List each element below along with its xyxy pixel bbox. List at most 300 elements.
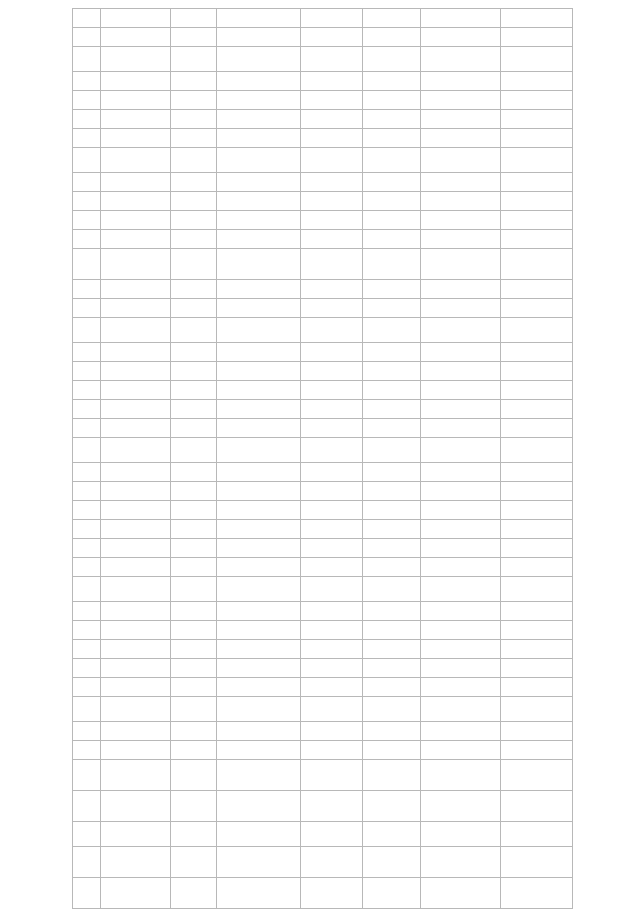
cell-cadastral-number [101,697,171,722]
table-row [73,640,573,659]
cell-permitted-use [301,47,363,72]
cell-quantity [363,129,421,148]
cell-address [171,621,217,640]
cell-value-1 [421,211,501,230]
table-row [73,520,573,539]
cell-quantity [363,299,421,318]
cell-land-category [217,697,301,722]
table-row [73,148,573,173]
cell-permitted-use [301,173,363,192]
table-row [73,192,573,211]
cell-permitted-use [301,419,363,438]
cell-quantity [363,47,421,72]
cell-quantity [363,760,421,791]
cell-cadastral-number [101,318,171,343]
cell-cadastral-number [101,539,171,558]
table-row [73,249,573,280]
cell-row-id [73,577,101,602]
cell-quantity [363,539,421,558]
cell-land-category [217,741,301,760]
cell-cadastral-number [101,249,171,280]
cell-value-2 [501,91,573,110]
cell-permitted-use [301,463,363,482]
cell-value-2 [501,659,573,678]
cell-value-2 [501,640,573,659]
cell-land-category [217,659,301,678]
cell-address [171,760,217,791]
table-row [73,602,573,621]
cell-permitted-use [301,362,363,381]
cell-land-category [217,129,301,148]
cell-address [171,400,217,419]
cell-value-1 [421,659,501,678]
cell-permitted-use [301,343,363,362]
cell-permitted-use [301,148,363,173]
cell-value-2 [501,362,573,381]
cell-address [171,791,217,822]
cell-row-id [73,640,101,659]
cell-cadastral-number [101,129,171,148]
cell-quantity [363,847,421,878]
cell-land-category [217,539,301,558]
cell-row-id [73,148,101,173]
cell-address [171,129,217,148]
cell-row-id [73,381,101,400]
cell-quantity [363,91,421,110]
register-rows [73,9,573,909]
cell-value-1 [421,463,501,482]
cell-value-2 [501,822,573,847]
cell-cadastral-number [101,520,171,539]
cell-value-1 [421,878,501,909]
cell-value-2 [501,621,573,640]
cell-row-id [73,110,101,129]
cell-row-id [73,659,101,678]
cell-permitted-use [301,577,363,602]
cell-land-category [217,501,301,520]
cell-land-category [217,381,301,400]
cell-land-category [217,520,301,539]
cell-quantity [363,110,421,129]
cell-value-1 [421,501,501,520]
cell-address [171,91,217,110]
cell-permitted-use [301,621,363,640]
cell-value-2 [501,741,573,760]
cell-land-category [217,847,301,878]
cell-land-category [217,28,301,47]
cell-value-1 [421,72,501,91]
cell-permitted-use [301,697,363,722]
cell-cadastral-number [101,419,171,438]
cell-quantity [363,192,421,211]
cell-cadastral-number [101,211,171,230]
table-row [73,173,573,192]
cell-value-2 [501,419,573,438]
cell-value-2 [501,539,573,558]
cell-quantity [363,602,421,621]
cell-row-id [73,362,101,381]
cell-address [171,640,217,659]
cell-permitted-use [301,299,363,318]
cell-row-id [73,878,101,909]
cell-address [171,211,217,230]
cell-row-id [73,280,101,299]
cell-quantity [363,520,421,539]
cell-quantity [363,558,421,577]
cell-permitted-use [301,602,363,621]
cell-row-id [73,211,101,230]
cell-row-id [73,822,101,847]
table-row [73,878,573,909]
cell-land-category [217,419,301,438]
cell-quantity [363,438,421,463]
cell-permitted-use [301,211,363,230]
cell-land-category [217,230,301,249]
table-row [73,343,573,362]
cell-address [171,463,217,482]
cell-land-category [217,400,301,419]
cell-address [171,192,217,211]
cell-value-1 [421,722,501,741]
cell-land-category [217,343,301,362]
cell-value-1 [421,791,501,822]
cell-row-id [73,760,101,791]
cell-land-category [217,558,301,577]
cell-land-category [217,822,301,847]
cell-cadastral-number [101,659,171,678]
cell-address [171,577,217,602]
cell-value-2 [501,558,573,577]
cell-quantity [363,577,421,602]
cell-row-id [73,463,101,482]
cell-cadastral-number [101,299,171,318]
table-row [73,539,573,558]
cell-cadastral-number [101,72,171,91]
cell-value-2 [501,173,573,192]
cell-row-id [73,539,101,558]
cell-value-2 [501,760,573,791]
cell-cadastral-number [101,847,171,878]
cell-land-category [217,9,301,28]
cell-value-1 [421,280,501,299]
cell-value-1 [421,558,501,577]
table-row [73,501,573,520]
cell-address [171,249,217,280]
cell-row-id [73,419,101,438]
cell-value-1 [421,602,501,621]
cell-permitted-use [301,438,363,463]
cell-value-1 [421,47,501,72]
cell-row-id [73,438,101,463]
cell-value-1 [421,173,501,192]
cell-quantity [363,280,421,299]
cell-land-category [217,482,301,501]
table-row [73,230,573,249]
cell-value-2 [501,381,573,400]
table-row [73,110,573,129]
cell-value-1 [421,577,501,602]
table-row [73,722,573,741]
cell-address [171,501,217,520]
cell-land-category [217,602,301,621]
cell-address [171,47,217,72]
cell-permitted-use [301,741,363,760]
cell-permitted-use [301,230,363,249]
cell-cadastral-number [101,9,171,28]
cell-address [171,419,217,438]
cell-quantity [363,621,421,640]
cell-permitted-use [301,91,363,110]
cell-cadastral-number [101,192,171,211]
cell-value-2 [501,678,573,697]
cell-permitted-use [301,722,363,741]
cell-land-category [217,640,301,659]
table-row [73,419,573,438]
cell-row-id [73,230,101,249]
cell-address [171,678,217,697]
cell-value-1 [421,318,501,343]
cell-quantity [363,148,421,173]
cell-land-category [217,72,301,91]
cell-land-category [217,47,301,72]
cell-value-1 [421,438,501,463]
cell-value-1 [421,9,501,28]
cell-permitted-use [301,520,363,539]
cell-value-1 [421,520,501,539]
cell-address [171,28,217,47]
cell-quantity [363,28,421,47]
cell-cadastral-number [101,501,171,520]
table-row [73,822,573,847]
cell-quantity [363,822,421,847]
cell-row-id [73,72,101,91]
cell-permitted-use [301,249,363,280]
cell-land-category [217,173,301,192]
register-table [72,8,573,909]
cell-address [171,9,217,28]
cell-value-1 [421,28,501,47]
cell-value-1 [421,419,501,438]
cell-quantity [363,72,421,91]
cell-cadastral-number [101,230,171,249]
cell-quantity [363,362,421,381]
cell-address [171,148,217,173]
table-row [73,678,573,697]
cell-cadastral-number [101,280,171,299]
table-row [73,72,573,91]
cell-row-id [73,192,101,211]
cell-cadastral-number [101,621,171,640]
cell-quantity [363,400,421,419]
cell-permitted-use [301,678,363,697]
cell-quantity [363,678,421,697]
cell-row-id [73,501,101,520]
cell-row-id [73,678,101,697]
cell-address [171,602,217,621]
cell-value-2 [501,192,573,211]
cell-address [171,230,217,249]
table-row [73,91,573,110]
table-row [73,381,573,400]
cell-cadastral-number [101,173,171,192]
cell-value-2 [501,438,573,463]
table-row [73,9,573,28]
cell-value-2 [501,280,573,299]
cell-value-1 [421,678,501,697]
cell-permitted-use [301,878,363,909]
cell-row-id [73,47,101,72]
cell-value-2 [501,110,573,129]
cell-row-id [73,697,101,722]
cell-cadastral-number [101,602,171,621]
cell-quantity [363,211,421,230]
cell-value-2 [501,28,573,47]
table-row [73,558,573,577]
cell-permitted-use [301,659,363,678]
cell-address [171,381,217,400]
cell-value-1 [421,400,501,419]
cell-address [171,280,217,299]
cell-quantity [363,878,421,909]
cell-value-2 [501,577,573,602]
cell-permitted-use [301,129,363,148]
cell-land-category [217,878,301,909]
cell-cadastral-number [101,463,171,482]
table-row [73,760,573,791]
cell-cadastral-number [101,577,171,602]
table-row [73,791,573,822]
cell-row-id [73,722,101,741]
cell-quantity [363,173,421,192]
cell-quantity [363,741,421,760]
cell-permitted-use [301,539,363,558]
cell-row-id [73,173,101,192]
cell-address [171,482,217,501]
cell-quantity [363,482,421,501]
cell-value-1 [421,148,501,173]
cell-value-1 [421,362,501,381]
cell-value-1 [421,343,501,362]
register-sheet [72,8,572,896]
cell-value-1 [421,741,501,760]
cell-cadastral-number [101,558,171,577]
cell-value-1 [421,249,501,280]
cell-value-2 [501,343,573,362]
cell-quantity [363,722,421,741]
cell-value-2 [501,722,573,741]
table-row [73,697,573,722]
cell-address [171,72,217,91]
cell-value-1 [421,847,501,878]
cell-quantity [363,343,421,362]
cell-quantity [363,791,421,822]
cell-cadastral-number [101,482,171,501]
cell-value-2 [501,72,573,91]
cell-permitted-use [301,501,363,520]
table-row [73,362,573,381]
cell-value-2 [501,249,573,280]
cell-value-2 [501,791,573,822]
cell-value-2 [501,148,573,173]
cell-value-1 [421,621,501,640]
cell-value-2 [501,697,573,722]
cell-address [171,438,217,463]
cell-permitted-use [301,72,363,91]
cell-quantity [363,230,421,249]
cell-quantity [363,9,421,28]
table-row [73,280,573,299]
cell-permitted-use [301,822,363,847]
table-row [73,659,573,678]
cell-value-2 [501,602,573,621]
cell-address [171,558,217,577]
cell-value-1 [421,381,501,400]
cell-quantity [363,501,421,520]
cell-cadastral-number [101,362,171,381]
cell-cadastral-number [101,110,171,129]
cell-quantity [363,640,421,659]
cell-value-2 [501,501,573,520]
cell-value-1 [421,129,501,148]
cell-cadastral-number [101,640,171,659]
cell-row-id [73,520,101,539]
cell-row-id [73,91,101,110]
cell-value-2 [501,230,573,249]
cell-cadastral-number [101,678,171,697]
cell-cadastral-number [101,741,171,760]
cell-value-1 [421,299,501,318]
cell-value-2 [501,520,573,539]
cell-address [171,299,217,318]
cell-value-1 [421,230,501,249]
cell-cadastral-number [101,343,171,362]
cell-value-2 [501,318,573,343]
cell-cadastral-number [101,791,171,822]
cell-quantity [363,381,421,400]
cell-address [171,173,217,192]
cell-address [171,520,217,539]
cell-cadastral-number [101,722,171,741]
cell-value-2 [501,482,573,501]
cell-land-category [217,148,301,173]
cell-land-category [217,249,301,280]
cell-permitted-use [301,482,363,501]
cell-permitted-use [301,640,363,659]
cell-value-2 [501,847,573,878]
cell-value-2 [501,400,573,419]
cell-row-id [73,249,101,280]
cell-land-category [217,722,301,741]
cell-cadastral-number [101,91,171,110]
cell-quantity [363,463,421,482]
cell-address [171,110,217,129]
cell-land-category [217,192,301,211]
cell-row-id [73,602,101,621]
table-row [73,741,573,760]
table-row [73,318,573,343]
cell-land-category [217,299,301,318]
cell-quantity [363,249,421,280]
cell-land-category [217,577,301,602]
cell-land-category [217,362,301,381]
cell-permitted-use [301,760,363,791]
cell-cadastral-number [101,438,171,463]
cell-address [171,362,217,381]
cell-address [171,722,217,741]
cell-address [171,318,217,343]
cell-quantity [363,318,421,343]
cell-address [171,878,217,909]
